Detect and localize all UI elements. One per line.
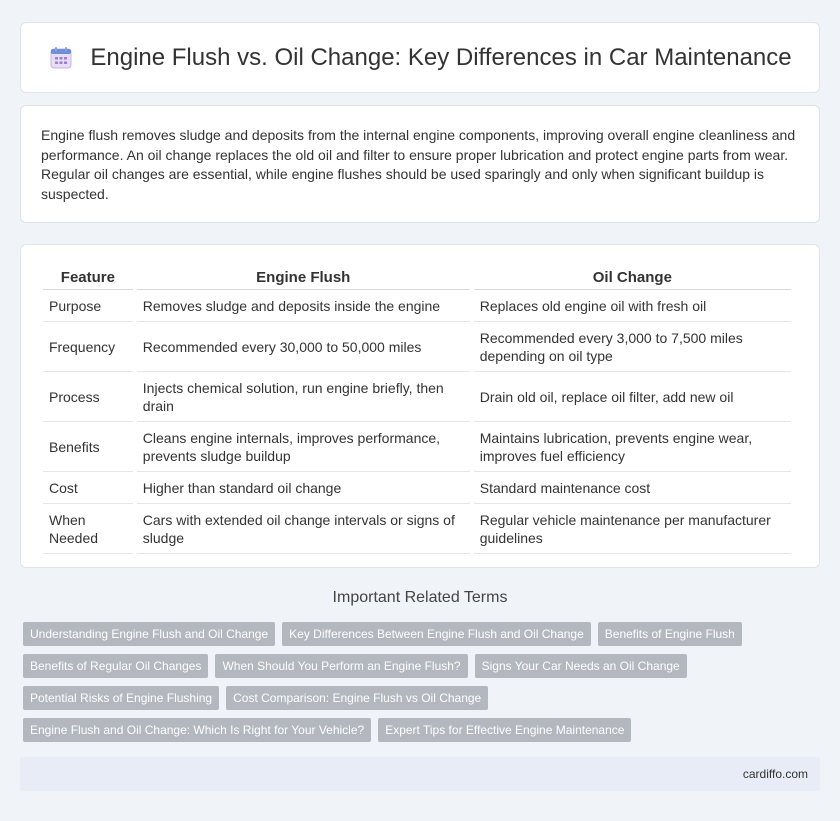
related-term-tag[interactable]: Potential Risks of Engine Flushing xyxy=(23,686,219,710)
engine-flush-cell: Cleans engine internals, improves performance, prevents sludge buildup xyxy=(137,422,470,472)
related-term-tag[interactable]: Expert Tips for Effective Engine Maintenance xyxy=(378,718,631,742)
engine-flush-cell: Higher than standard oil change xyxy=(137,472,470,504)
oil-change-cell: Recommended every 3,000 to 7,500 miles depending on oil type xyxy=(474,322,791,372)
engine-flush-cell: Recommended every 30,000 to 50,000 miles xyxy=(137,322,470,372)
related-term-tag[interactable]: Cost Comparison: Engine Flush vs Oil Change xyxy=(226,686,488,710)
table-row xyxy=(43,472,791,504)
feature-cell: Cost xyxy=(43,472,133,504)
table-row xyxy=(43,504,791,554)
comparison-table-card xyxy=(20,244,820,568)
engine-flush-cell: Removes sludge and deposits inside the engine xyxy=(137,290,470,322)
feature-cell: Benefits xyxy=(43,422,133,472)
related-term-tag[interactable]: When Should You Perform an Engine Flush? xyxy=(215,654,467,678)
feature-cell: Process xyxy=(43,372,133,422)
tag-row xyxy=(23,718,823,742)
table-row xyxy=(43,322,791,372)
oil-change-cell: Drain old oil, replace oil filter, add new oil xyxy=(474,372,791,422)
engine-flush-cell: Injects chemical solution, run engine briefly, then drain xyxy=(137,372,470,422)
feature-cell: Purpose xyxy=(43,290,133,322)
related-term-tag[interactable]: Key Differences Between Engine Flush and Oil Change xyxy=(282,622,591,646)
feature-cell: When Needed xyxy=(43,504,133,554)
feature-cell: Frequency xyxy=(43,322,133,372)
comparison-table xyxy=(39,265,795,554)
footer xyxy=(20,757,820,791)
summary-card xyxy=(20,105,820,223)
related-term-tag[interactable]: Engine Flush and Oil Change: Which Is Right for Your Vehicle? xyxy=(23,718,371,742)
related-term-tag[interactable]: Understanding Engine Flush and Oil Change xyxy=(23,622,275,646)
related-terms-tags xyxy=(23,622,823,750)
tag-row xyxy=(23,654,823,678)
header-feature: Feature xyxy=(43,265,133,290)
title-wrap xyxy=(48,44,791,72)
related-term-tag[interactable]: Benefits of Engine Flush xyxy=(598,622,742,646)
tag-row xyxy=(23,622,823,646)
related-term-tag[interactable]: Benefits of Regular Oil Changes xyxy=(23,654,208,678)
tag-row xyxy=(23,686,823,710)
header-engine-flush: Engine Flush xyxy=(137,265,470,290)
table-row xyxy=(43,290,791,322)
oil-change-cell: Replaces old engine oil with fresh oil xyxy=(474,290,791,322)
header-card xyxy=(20,22,820,93)
table-row xyxy=(43,422,791,472)
table-header-row xyxy=(43,265,791,290)
engine-flush-cell: Cars with extended oil change intervals or signs of sludge xyxy=(137,504,470,554)
related-term-tag[interactable]: Signs Your Car Needs an Oil Change xyxy=(475,654,687,678)
header-oil-change: Oil Change xyxy=(474,265,791,290)
footer-site-link[interactable]: cardiffo.com xyxy=(742,767,808,781)
table-row xyxy=(43,372,791,422)
calendar-icon xyxy=(48,45,74,71)
summary-text: Engine flush removes sludge and deposits from the internal engine components, improving overall engine cleanliness and performance. An oil change replaces the old oil and filter to ensure proper lubrication and protect engine parts from wear. Regular oil changes are essential, while engine flushes should be used sparingly and only when significant buildup is suspected. xyxy=(41,127,796,202)
oil-change-cell: Maintains lubrication, prevents engine wear, improves fuel efficiency xyxy=(474,422,791,472)
page-title: Engine Flush vs. Oil Change: Key Differences in Car Maintenance xyxy=(90,43,792,71)
oil-change-cell: Regular vehicle maintenance per manufacturer guidelines xyxy=(474,504,791,554)
oil-change-cell: Standard maintenance cost xyxy=(474,472,791,504)
related-terms-title: Important Related Terms xyxy=(332,589,508,606)
